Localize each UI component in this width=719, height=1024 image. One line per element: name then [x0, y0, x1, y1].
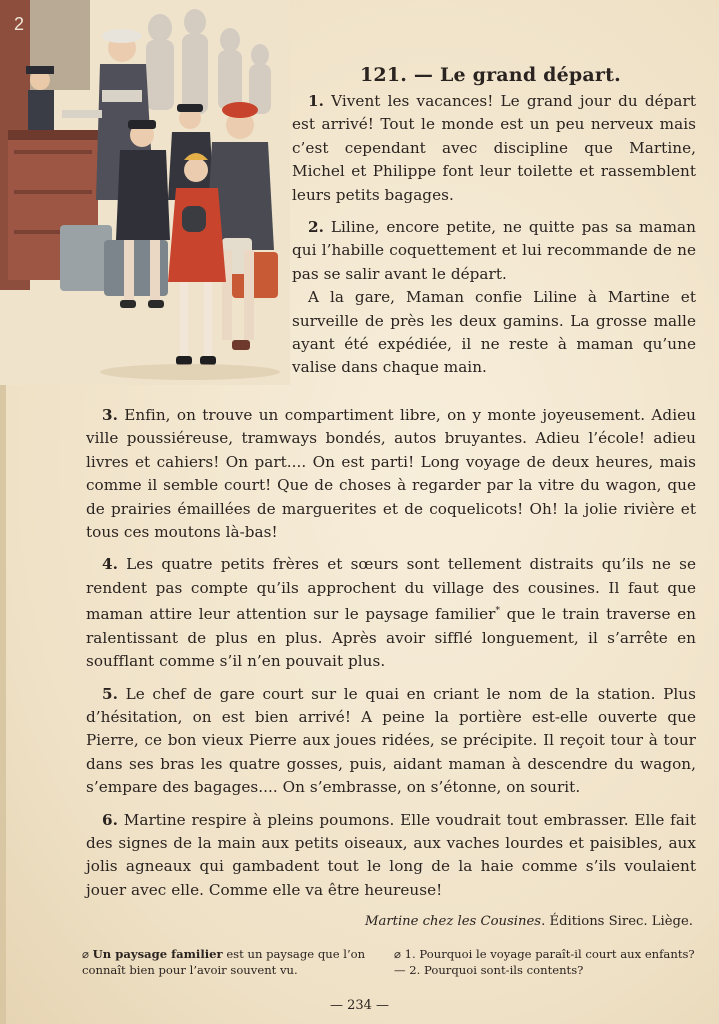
paragraph-6 [86, 809, 696, 903]
paragraph-text: Liline, encore petite, ne quitte pas sa maman qui l’habille coquettement et lui recommande de ne pas se salir avant le départ. [292, 218, 696, 283]
footnote-term: Un paysage familier [92, 947, 223, 961]
source-publisher: . Éditions Sirec. Liège. [541, 914, 693, 929]
paragraph-number: 2. [308, 218, 324, 237]
paragraph-number: 5. [102, 684, 118, 703]
boy-michel [116, 150, 170, 240]
page-number: — 234 — [329, 998, 390, 1013]
paragraph-number: 6. [102, 810, 118, 829]
vocabulary-footnote [82, 946, 377, 978]
source-book-title: Martine chez les Cousines [365, 914, 542, 929]
title-dash: — [413, 64, 434, 86]
paragraph-4 [86, 553, 696, 673]
paragraph-text: Martine respire à pleins poumons. Elle voudrait tout embrasser. Elle fait des signes de la main aux petits oiseaux, aux vaches lourdes et paisibles, aux jolis agneaux qui gambadent tout le long de la haie comme s’ils voulaient jouer avec elle. Comme elle va être heureuse! [86, 810, 696, 899]
narrow-text-column [292, 90, 696, 380]
questions-text: 1. Pourquoi le voyage paraît-il court aux enfants? — 2. Pourquoi sont-ils contents? [394, 947, 695, 977]
pencil-icon: ⌀ [82, 947, 89, 961]
family-departure-illustration [0, 0, 290, 385]
paragraph-2b: A la gare, Maman confie Liline à Martine et surveille de près les deux gamins. La grosse malle ayant été expédiée, il ne reste à maman qu’une valise dans chaque main. [292, 288, 696, 377]
chapter-number: 121. [360, 64, 408, 86]
paragraph-5 [86, 683, 696, 800]
paragraph-text: Les quatre petits frères et sœurs sont tellement distraits qu’ils ne se rendent pas compte qu’ils approchent du village des cousines. Il faut que maman attire leur attention sur le paysage familier [86, 555, 696, 624]
paragraph-2 [292, 216, 696, 286]
chapter-title [360, 64, 621, 86]
liline [184, 158, 208, 182]
chapter-title-text: Le grand départ. [439, 64, 621, 86]
paragraph-number: 4. [102, 555, 118, 574]
paragraph-1 [292, 90, 696, 207]
platform-number: 2 [14, 14, 25, 34]
paragraph-text: Vivent les vacances! Le grand jour du départ est arrivé! Tout le monde est un peu nerveux mais c’est cependant avec discipline que Martine, Michel et Philippe font leur toilette et rassemblent leurs petits bagages. [292, 92, 696, 204]
footnote-definition: est un paysage que l’on connaît bien pour l’avoir souvent vu. [82, 947, 366, 977]
pencil-icon: ⌀ [394, 947, 401, 961]
wide-text-column [86, 404, 696, 902]
paragraph-text: Enfin, on trouve un compartiment libre, on y monte joyeusement. Adieu ville poussiéreuse, tramways bondés, autos bruyantes. Adieu l’école! adieu livres et cahiers! On part.... On est parti! Long voyage de deux heures, mais comme il semble court! Que de choses à regarder par la vitre du wagon, que de prairies émaillées de marguerites et de coquelicots! Oh! la jolie rivière et tous ces moutons là-bas! [86, 406, 696, 542]
paragraph-3 [86, 404, 696, 544]
paragraph-number: 1. [308, 92, 324, 110]
questions-footnote [394, 946, 698, 978]
paragraph-number: 3. [102, 406, 118, 424]
source-citation [365, 914, 693, 929]
paragraph-text: que le train traverse en ralentissant de plus en plus. Après avoir sifflé longuement, il s’arrête en soufflant comme s’il n’en pouvait plus. [86, 605, 696, 671]
footnote-marker: * [495, 606, 501, 617]
paragraph-text: Le chef de gare court sur le quai en criant le nom de la station. Plus d’hésitation, on est bien arrivé! A peine la portière est-elle ouverte que Pierre, ce bon vieux Pierre aux joues ridées, se précipite. Il reçoit tour à tour dans ses bras les quatre gosses, puis, aidant maman à descendre du wagon, s’empare des bagages.... On s’embrasse, on s’étonne, on sourit. [86, 684, 696, 797]
